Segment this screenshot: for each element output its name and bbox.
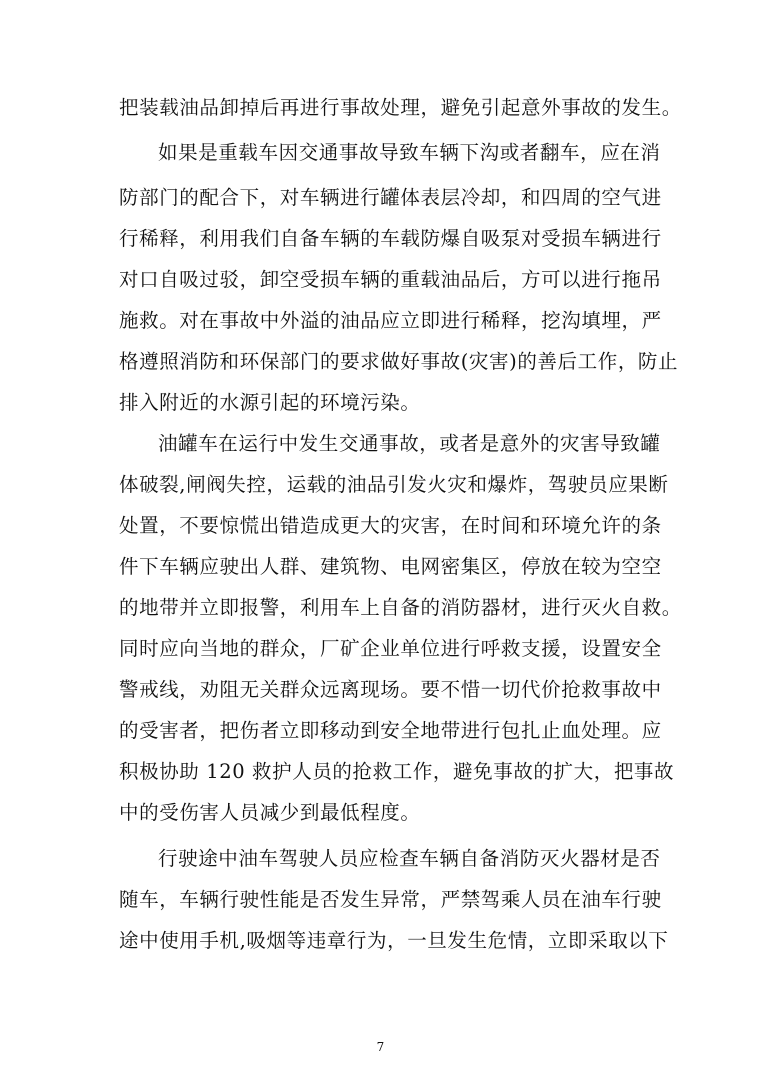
text-line: 同时应向当地的群众，厂矿企业单位进行呼救支援，设置安全: [119, 637, 662, 660]
text-line: 行稀释，利用我们自备车辆的车载防爆自吸泵对受损车辆进行: [119, 227, 662, 250]
text-line: 的受害者，把伤者立即移动到安全地带进行包扎止血处理。应: [119, 719, 662, 742]
text-line: 对口自吸过驳，卸空受损车辆的重载油品后，方可以进行拖吊: [119, 268, 662, 291]
paragraph-start-line: 如果是重载车因交通事故导致车辆下沟或者翻车，应在消: [158, 141, 661, 164]
paragraph-start-line: 油罐车在运行中发生交通事故，或者是意外的灾害导致罐: [158, 432, 661, 455]
text-line: 施救。对在事故中外溢的油品应立即进行稀释，挖沟填埋，严: [119, 309, 662, 332]
text-line: 警戒线，劝阻无关群众远离现场。要不惜一切代价抢救事故中: [119, 678, 662, 701]
text-line: 把装载油品卸掉后再进行事故处理，避免引起意外事故的发生。: [119, 96, 682, 119]
page-number: 7: [376, 1040, 385, 1054]
text-line: 的地带并立即报警，利用车上自备的消防器材，进行灭火自救。: [119, 596, 682, 619]
text-line: 件下车辆应驶出人群、建筑物、电网密集区，停放在较为空空: [119, 555, 662, 578]
text-line: 体破裂,闸阀失控，运载的油品引发火灾和爆炸，驾驶员应果断: [119, 473, 669, 496]
text-line: 途中使用手机,吸烟等违章行为，一旦发生危情，立即采取以下: [119, 929, 669, 952]
text-line: 随车，车辆行驶性能是否发生异常，严禁驾乘人员在油车行驶: [119, 888, 662, 911]
text-line: 防部门的配合下，对车辆进行罐体表层冷却，和四周的空气进: [119, 186, 662, 209]
text-line: 处置，不要惊慌出错造成更大的灾害，在时间和环境允许的条: [119, 514, 662, 537]
paragraph-start-line: 行驶途中油车驾驶人员应检查车辆自备消防灭火器材是否: [158, 847, 661, 870]
text-line: 格遵照消防和环保部门的要求做好事故(灾害)的善后工作，防止: [119, 350, 679, 373]
text-line: 积极协助 120 救护人员的抢救工作，避免事故的扩大，把事故: [119, 760, 675, 783]
text-line: 排入附近的水源引起的环境污染。: [119, 391, 421, 414]
text-line: 中的受伤害人员减少到最低程度。: [119, 801, 421, 824]
